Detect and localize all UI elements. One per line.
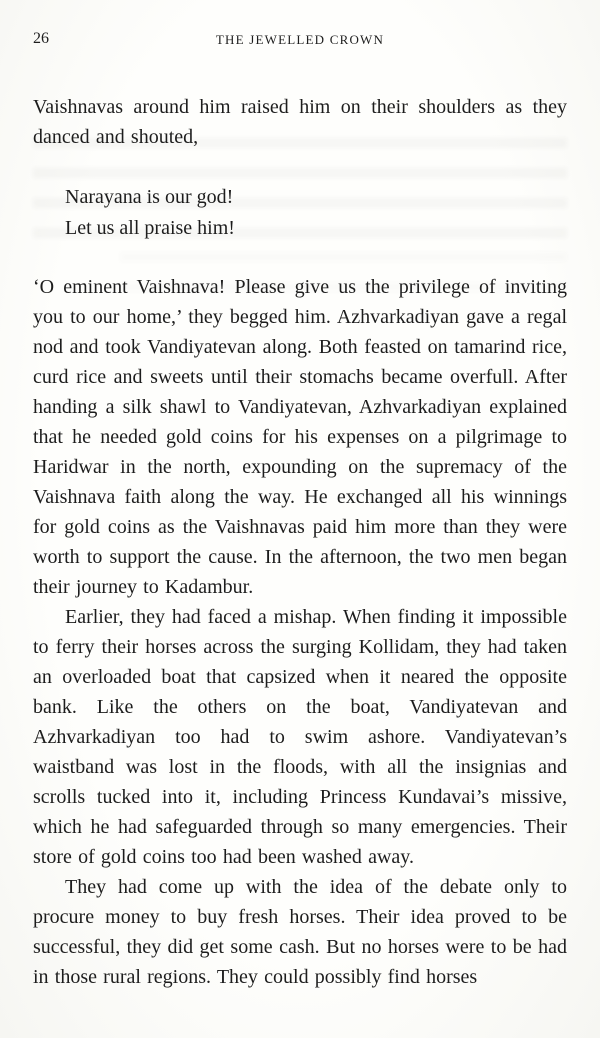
page-number: 26: [33, 30, 49, 47]
verse-line: Let us all praise him!: [65, 217, 235, 239]
paragraph: They had come up with the idea of the debate only to procure money to buy fresh horses. Their idea proved to be successful, they did get some cash. But no horses were to be had in those rural regions. They could possibly find horses: [33, 876, 567, 988]
page-body: [33, 92, 567, 992]
paragraph: Earlier, they had faced a mishap. When finding it impossible to ferry their horses across the surging Kollidam, they had taken an overloaded boat that capsized when it neared the opposite bank. Like the others on the boat, Vandiyatevan and Azhvarkadiyan too had to swim ashore. Vandiyatevan’s waistband was lost in the floods, with all the insignias and scrolls tucked into it, including Princess Kundavai’s missive, which he had safeguarded through so many emergencies. Their store of gold coins too had been washed away.: [33, 606, 567, 868]
paragraph: Vaishnavas around him raised him on their shoulders as they danced and shouted,: [33, 96, 567, 148]
running-header: THE JEWELLED CROWN: [215, 32, 385, 47]
page-header: [33, 30, 567, 52]
verse-line: Narayana is our god!: [65, 186, 234, 208]
paragraph: ‘O eminent Vaishnava! Please give us the privilege of inviting you to our home,’ they begged him. Azhvarkadiyan gave a regal nod and took Vandiyatevan along. Both feasted on tamarind rice, curd rice and sweets until their stomachs became overfull. After handing a silk shawl to Vandiyatevan, Azhvarkadiyan explained that he needed gold coins for his expenses on a pilgrimage to Haridwar in the north, expounding on the supremacy of the Vaishnava faith along the way. He exchanged all his winnings for gold coins as the Vaishnavas paid him more than they were worth to support the cause. In the afternoon, the two men began their journey to Kadambur.: [33, 276, 567, 598]
verse-block: [65, 182, 567, 244]
